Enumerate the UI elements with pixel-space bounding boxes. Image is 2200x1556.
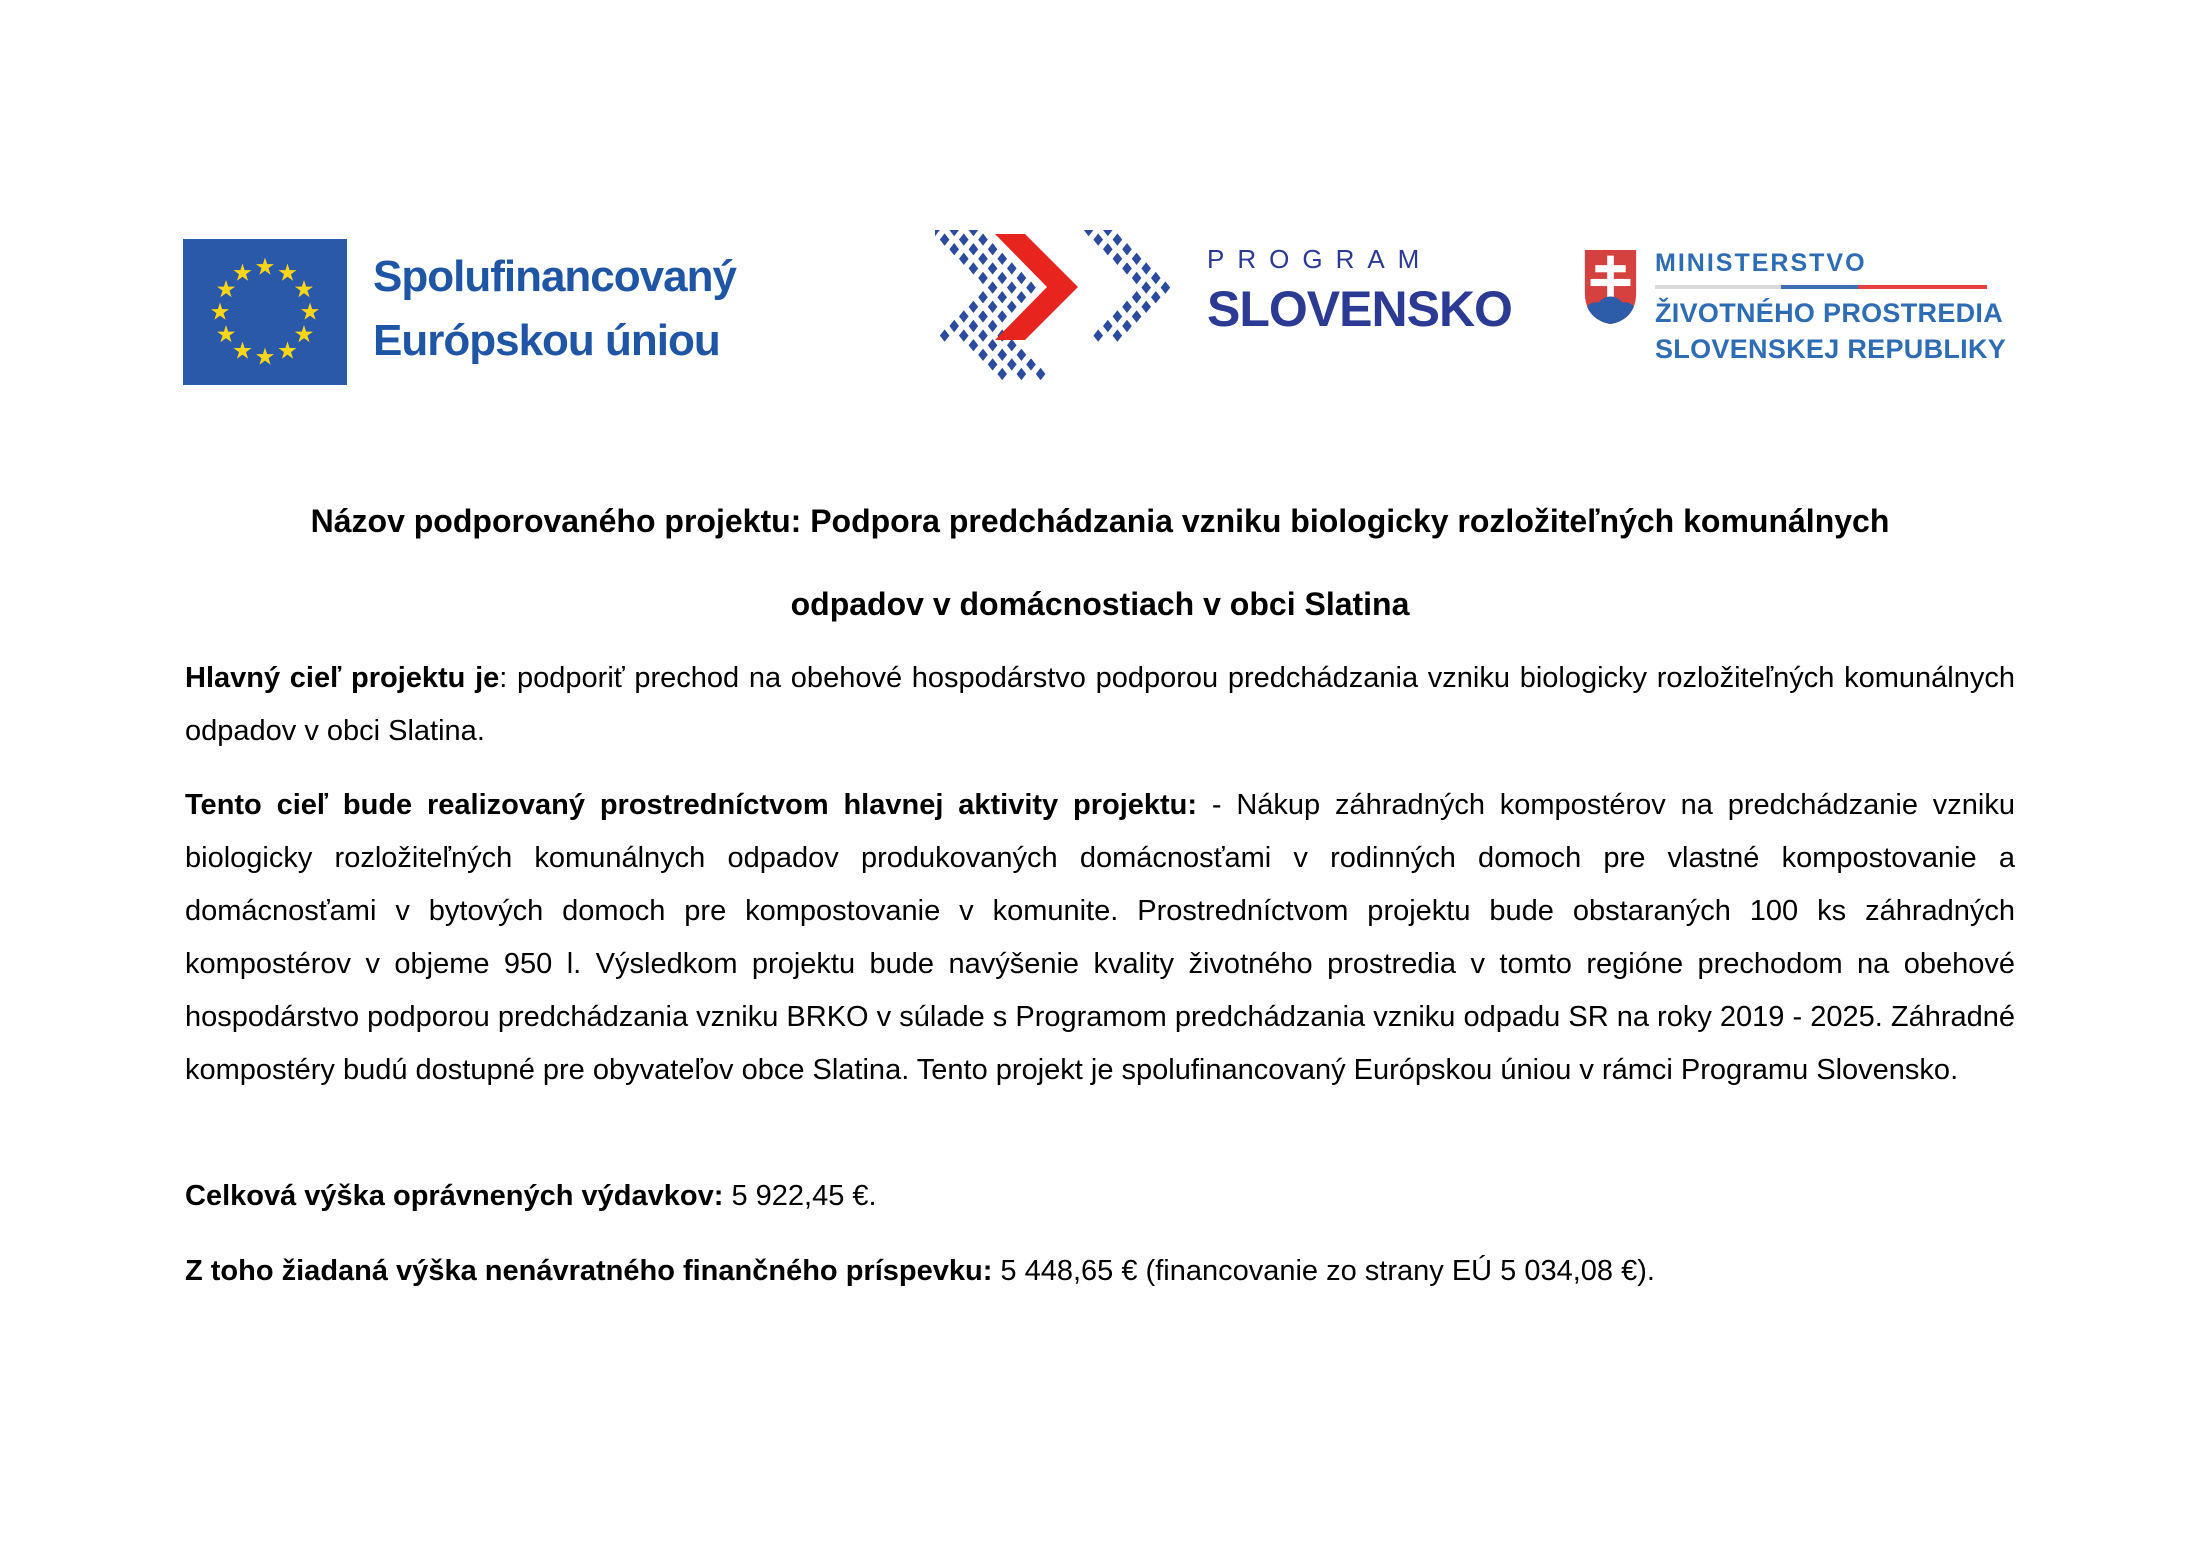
- red-chevron-shape: [995, 234, 1078, 340]
- eu-logo-text: [373, 245, 736, 373]
- slovak-coat-of-arms-icon: [1582, 247, 1639, 327]
- project-title-line1: Názov podporovaného projektu: Podpora predchádzania vzniku biologicky rozložiteľných komunálnych: [310, 503, 1890, 539]
- ministry-line1: MINISTERSTVO: [1655, 249, 1867, 277]
- eu-flag-icon: [183, 239, 347, 385]
- ministry-logo: [1582, 247, 2006, 365]
- paragraph-requested-grant: [185, 1245, 2015, 1298]
- program-slovensko-logo: [935, 230, 1512, 380]
- paragraph-activity: [185, 779, 2015, 1097]
- paragraph-requested-grant-label: Z toho žiadaná výška nenávratného finančného príspevku:: [185, 1255, 993, 1287]
- tricolor-divider: [1655, 285, 1987, 289]
- paragraph-total-expenses-value: 5 922,45 €.: [723, 1180, 877, 1212]
- program-label: PROGRAM: [1207, 244, 1433, 274]
- paragraph-requested-grant-value: 5 448,65 € (financovanie zo strany EÚ 5 034,08 €).: [992, 1255, 1655, 1287]
- ministry-line2: ŽIVOTNÉHO PROSTREDIA: [1655, 298, 2004, 328]
- paragraph-main-goal-text: : podporiť prechod na obehové hospodárstvo podporou predchádzania vzniku biologicky rozložiteľných komunálnych odpadov v obci Slatina.: [185, 662, 2016, 747]
- slovensko-label: SLOVENSKO: [1207, 281, 1512, 337]
- eu-logo-line1: Spolufinancovaný: [373, 252, 736, 301]
- program-slovensko-mark-icon: [935, 230, 1185, 380]
- paragraph-activity-label: Tento cieľ bude realizovaný prostredníctvom hlavnej aktivity projektu:: [185, 789, 1198, 821]
- paragraph-main-goal-label: Hlavný cieľ projektu je: [185, 662, 500, 694]
- paragraph-main-goal: [185, 652, 2015, 758]
- divider-gray-segment: [1655, 285, 1781, 289]
- eu-cofunded-logo: [183, 239, 736, 385]
- divider-blue-segment: [1781, 285, 1857, 289]
- ministry-line3: SLOVENSKEJ REPUBLIKY: [1655, 334, 2007, 364]
- ministry-text: [1655, 249, 2006, 365]
- paragraph-activity-text: - Nákup záhradných kompostérov na predchádzanie vzniku biologicky rozložiteľných komunálnych odpadov produkovaných domácnosťami v rodinných domoch pre vlastné kompostovanie a domácnosťami v bytových domoch pre kompostovanie v komunite. Prostredníctvom projektu bude obstaraných 100 ks záhradných kompostérov v objeme 950 l. Výsledkom projektu bude navýšenie kvality životného prostredia v tomto regióne prechodom na obehové hospodárstvo podporou predchádzania vzniku BRKO v súlade s Programom predchádzania vzniku odpadu SR na roky 2019 - 2025. Záhradné kompostéry budú dostupné pre obyvateľov obce Slatina. Tento projekt je spolufinancovaný Európskou úniou v rámci Programu Slovensko.: [185, 789, 2015, 1086]
- program-slovensko-text: [1207, 244, 1512, 338]
- paragraph-total-expenses: [185, 1170, 2015, 1223]
- divider-red-segment: [1858, 285, 1987, 289]
- project-title-line2: odpadov v domácnostiach v obci Slatina: [790, 586, 1410, 622]
- paragraph-total-expenses-label: Celková výška oprávnených výdavkov:: [185, 1180, 724, 1212]
- eu-logo-line2: Európskou úniou: [373, 316, 720, 365]
